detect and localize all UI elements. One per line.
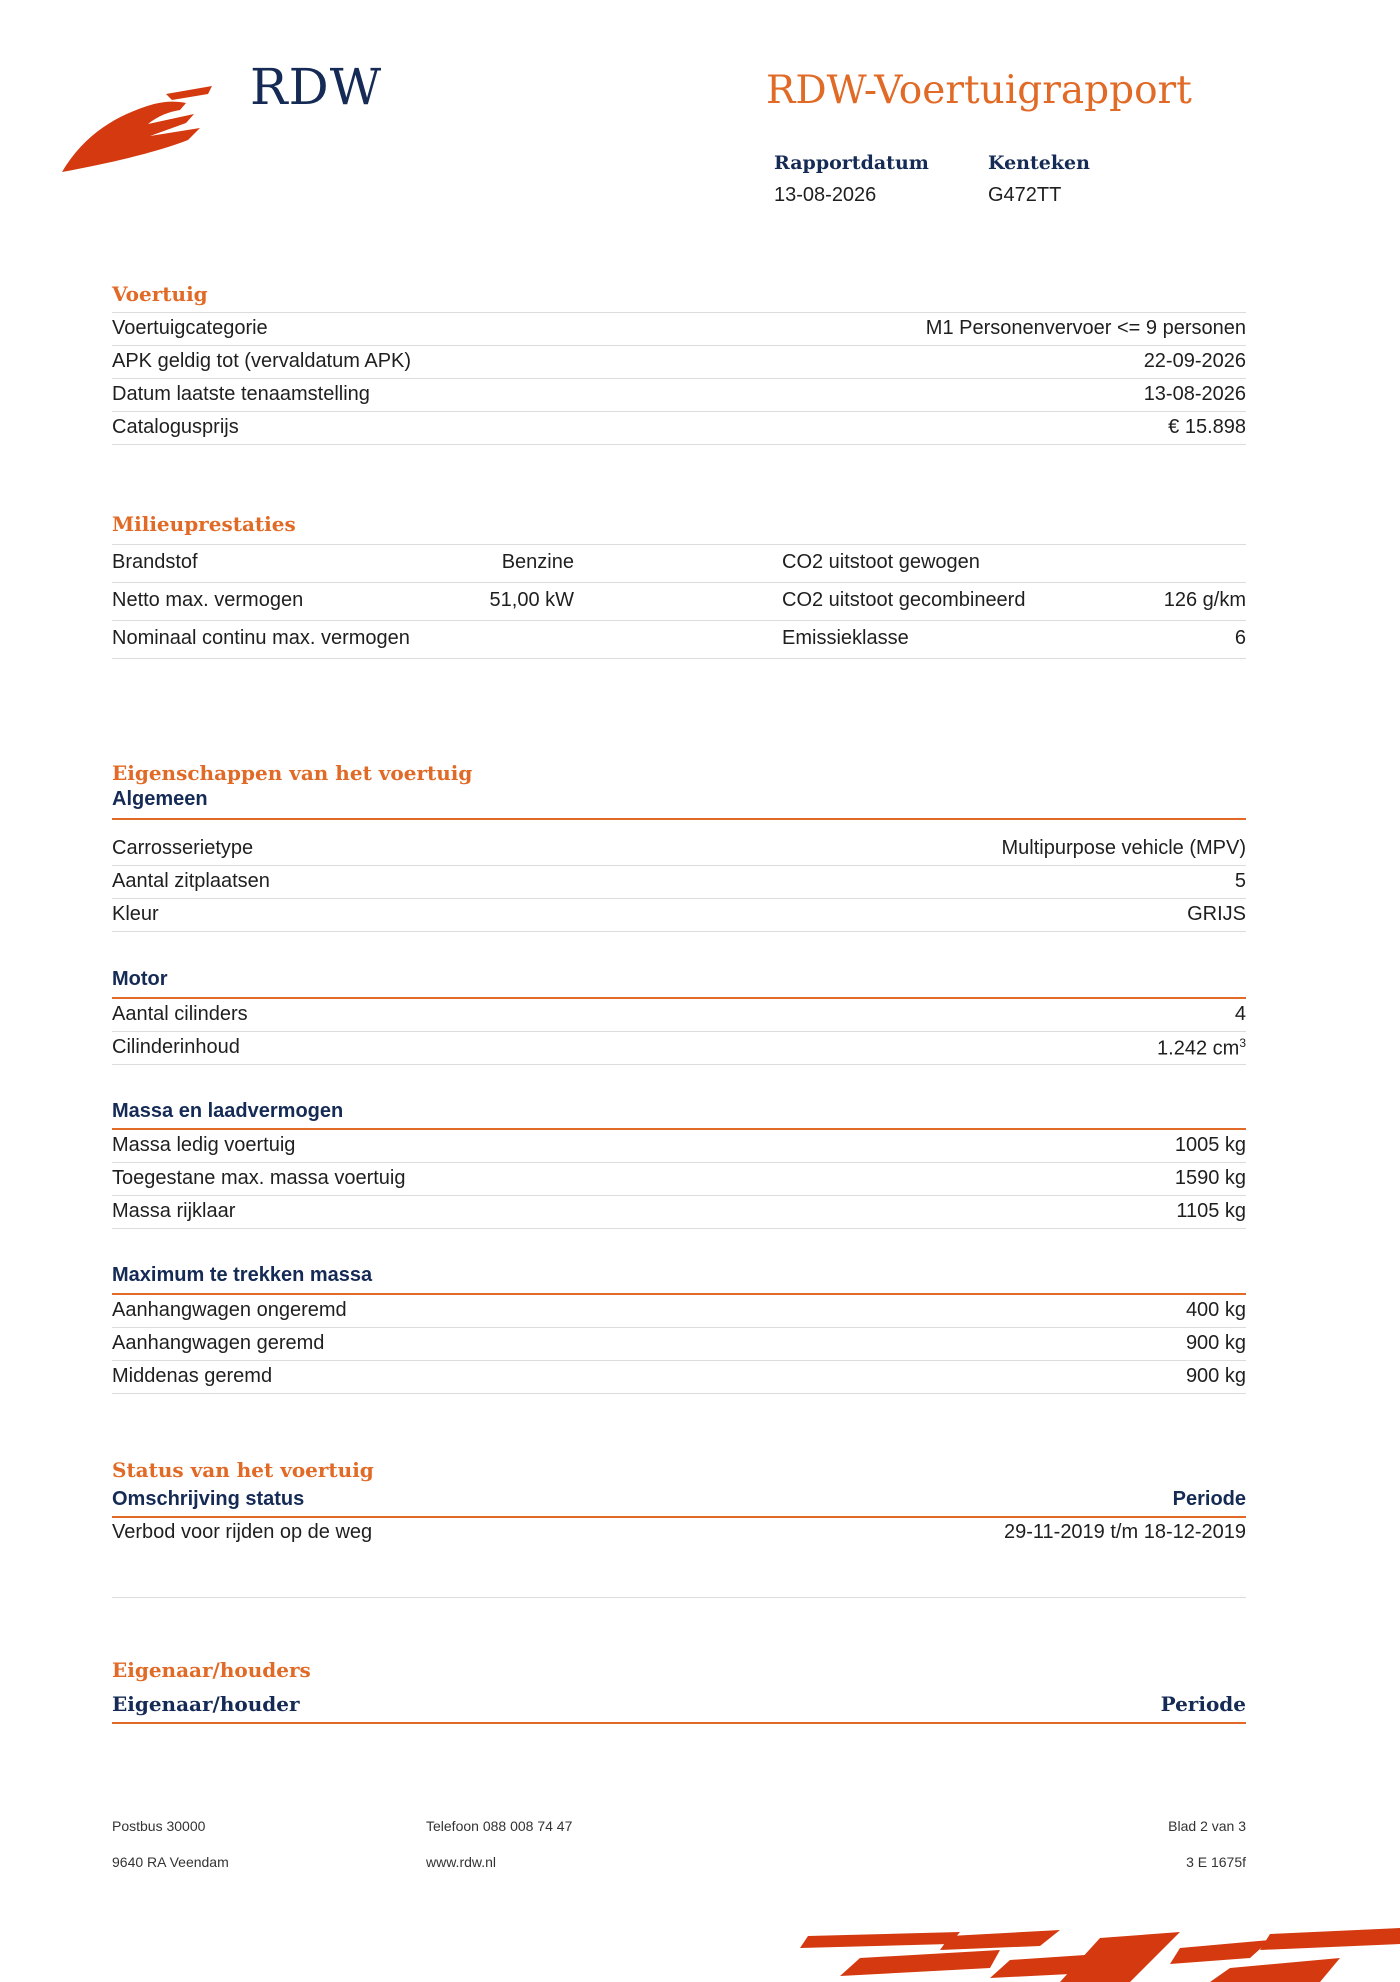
owners-col-period: Periode [1160, 1692, 1246, 1716]
general-divider [112, 818, 1246, 820]
general-table [112, 833, 1246, 932]
plate-label: Kenteken [988, 152, 1090, 174]
report-date-label: Rapportdatum [774, 152, 929, 174]
owners-divider [112, 1722, 1246, 1724]
footer-address-2: 9640 RA Veendam [112, 1854, 229, 1870]
report-date: 13-08-2026 [774, 184, 877, 206]
rdw-logo-icon [62, 86, 232, 178]
mass-table [112, 1130, 1246, 1229]
table-row: Aanhangwagen geremd 900 kg [112, 1328, 1246, 1361]
footer-phone: Telefoon 088 008 74 47 [426, 1818, 573, 1834]
mass-subtitle: Massa en laadvermogen [112, 1100, 344, 1122]
table-row: Massa rijklaar 1105 kg [112, 1196, 1246, 1229]
table-row: Cilinderinhoud 1.242 $cm^3$ [112, 1032, 1246, 1065]
plate-value: G472TT [988, 184, 1062, 206]
table-row: Nominaal continu max. vermogen Emissieklasse 6 [112, 621, 1246, 659]
table-row: Datum laatste tenaamstelling 13-08-2026 [112, 379, 1246, 412]
status-table [112, 1517, 1246, 1553]
table-row: Catalogusprijs € 15.898 [112, 412, 1246, 445]
table-row: Massa ledig voertuig 1005 kg [112, 1130, 1246, 1163]
table-row: Netto max. vermogen 51,00 kW CO2 uitstoot gecombineerd 126 g/km [112, 583, 1246, 621]
table-row: Aantal cilinders 4 [112, 999, 1246, 1032]
status-end-divider [112, 1597, 1246, 1598]
vehicle-table [112, 312, 1246, 445]
environment-table [112, 544, 1246, 659]
footer-code: 3 E 1675f [1186, 1854, 1246, 1870]
towing-table [112, 1295, 1246, 1394]
table-row: Middenas geremd 900 kg [112, 1361, 1246, 1394]
owners-section-title: Eigenaar/houders [112, 1658, 311, 1682]
towing-subtitle: Maximum te trekken massa [112, 1264, 373, 1286]
table-row: APK geldig tot (vervaldatum APK) 22-09-2026 [112, 346, 1246, 379]
properties-section-title: Eigenschappen van het voertuig [112, 761, 473, 785]
table-row: Aantal zitplaatsen 5 [112, 866, 1246, 899]
vehicle-section-title: Voertuig [112, 282, 208, 306]
table-row: Voertuigcategorie M1 Personenvervoer <= 9 personen [112, 312, 1246, 346]
footer-page: Blad 2 van 3 [1168, 1818, 1246, 1834]
report-title: RDW-Voertuigrapport [766, 68, 1192, 113]
status-section-title: Status van het voertuig [112, 1458, 374, 1482]
table-row: Carrosserietype Multipurpose vehicle (MPV) [112, 833, 1246, 866]
logo-text: RDW [250, 58, 383, 116]
engine-subtitle: Motor [112, 968, 168, 990]
status-col-description: Omschrijving status [112, 1488, 305, 1510]
footer-website: www.rdw.nl [426, 1854, 497, 1870]
environment-section-title: Milieuprestaties [112, 512, 296, 536]
footer-stripes-icon [800, 1928, 1400, 1982]
footer-address-1: Postbus 30000 [112, 1818, 206, 1834]
engine-table [112, 999, 1246, 1065]
status-col-period: Periode [1172, 1488, 1246, 1510]
table-row: Kleur GRIJS [112, 899, 1246, 932]
owners-col-owner: Eigenaar/houder [112, 1692, 300, 1716]
table-row: Aanhangwagen ongeremd 400 kg [112, 1295, 1246, 1328]
table-row: Verbod voor rijden op de weg 29-11-2019 t/m 18-12-2019 [112, 1521, 1246, 1543]
table-row: Brandstof Benzine CO2 uitstoot gewogen [112, 544, 1246, 583]
general-subtitle: Algemeen [112, 788, 208, 810]
table-row: Toegestane max. massa voertuig 1590 kg [112, 1163, 1246, 1196]
